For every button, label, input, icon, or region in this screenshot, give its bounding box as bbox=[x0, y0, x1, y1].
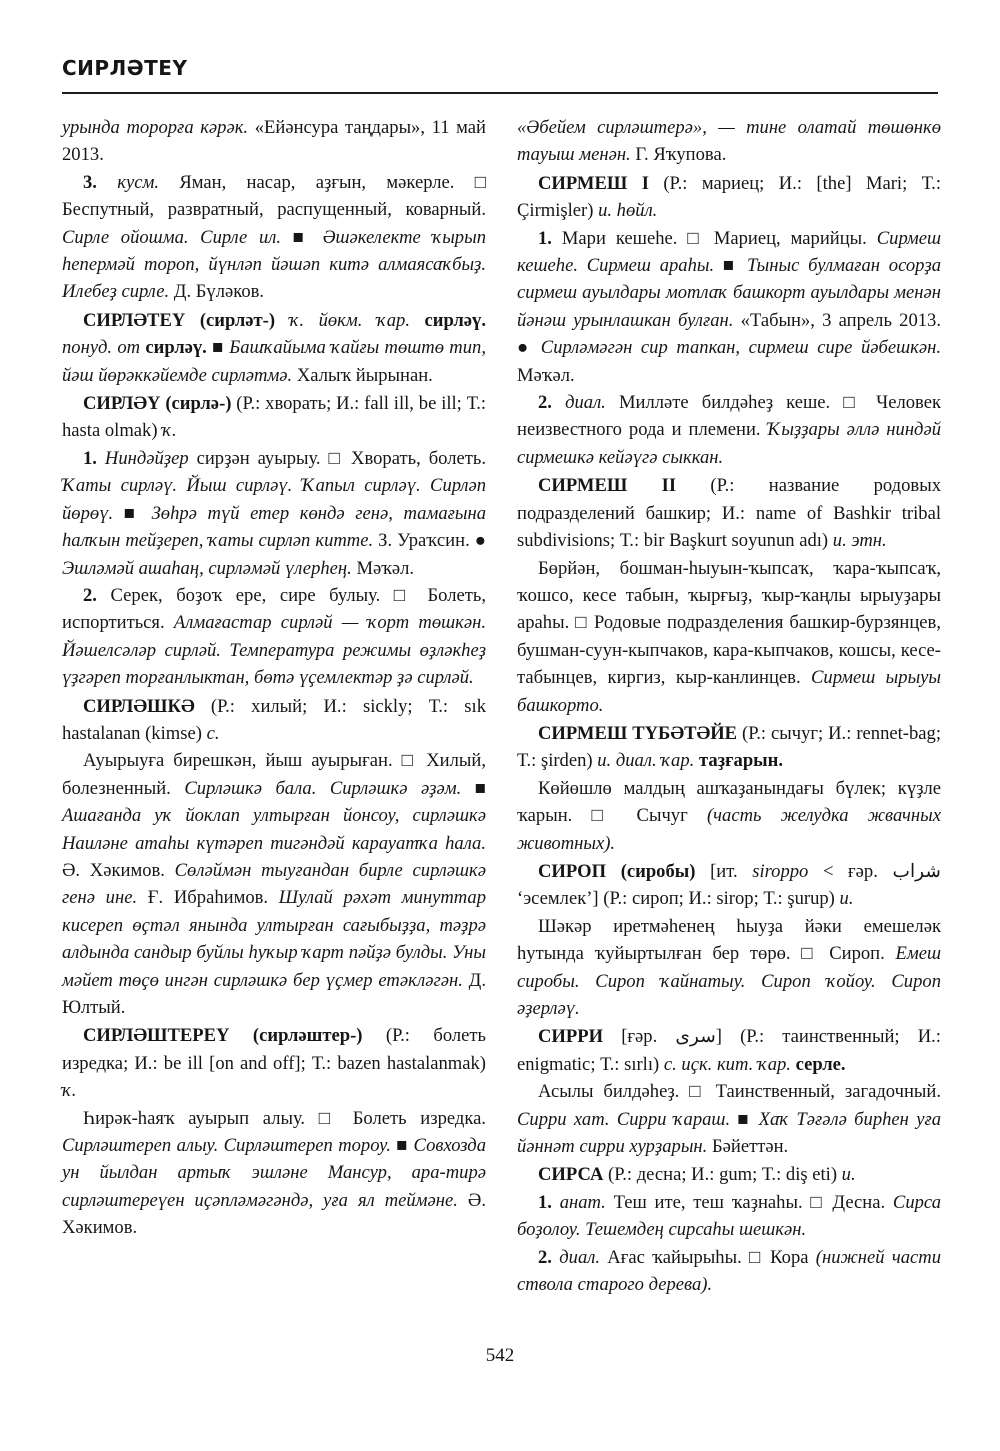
page-number: 542 bbox=[485, 1345, 515, 1366]
left-column bbox=[62, 114, 486, 1242]
entry-paragraph: Көйөшлө малдың ашҡаҙанындағы бүлек; күҙле ҡарын. □ Сычуг (часть желудка жвачных животных). bbox=[517, 777, 941, 854]
right-column bbox=[517, 114, 941, 1298]
entry-paragraph: «Әбейем сирләштерә», — тине олатай төшөнкө тауыш менән. Г. Яҡупова. bbox=[517, 117, 941, 166]
dictionary-entry: СИРЛӘШТЕРЕҮ (сирләштер-) (Р.: болеть изредка; И.: be ill [on and off]; Т.: bazen hastalanmak) ҡ. bbox=[62, 1025, 487, 1102]
entry-paragraph: 2. Серек, боҙоҡ ере, сире булыу. □ Болеть, испортиться. Алмағастар сирләй — ҡорт төшкән. Йәшелсәләр сирләй. Температура режимы өҙләкһеҙ үҙгәреп торғанлыктан, бөтә үҫемлектәр ҙә сирләй. bbox=[62, 584, 486, 689]
entry-paragraph: Һирәк-һаяҡ ауырып алыу. □ Болеть изредка. Сирләштереп алыу. Сирләштереп тороу. ■ Совхозда ун йылдан артыҡ эшләне Мансур, ара-тирә сирләштереүен иҫәпләмәгәндә, уға ял теймәне. Ә. Хәкимов. bbox=[62, 1107, 486, 1239]
entry-paragraph: Ауырыуға бирешкән, йыш ауырыған. □ Хилый, болезненный. Сирләшкә бала. Сирләшкә әҙәм. ■ Ашағанда уҡ йоклап ултырған йонсоу, сирләшкә Наиләне атаһы күтәреп тигәндәй карауатҡа һала. Ә. Хәкимов. Сөләймән тыуғандан бирле сирләшкә генә ине. Ғ. Ибраһимов. Шулай рәхәт минуттар кисереп өҫтәл янында ултырған сағыбыҙҙа, тәҙрә алдында сандыр буйлы һуҡыр ҡарт пәйҙә булды. Уны мәйет төҫө ингән сирләшкә бер үҫмер етәкләгән. Д. Юлтый. bbox=[62, 750, 486, 1018]
entry-paragraph: 1. Мари кешеһе. □ Мариец, марийцы. Сирмеш кешеһе. Сирмеш араһы. ■ Тыныс булмаған осорҙа сирмеш ауылдары мотлаҡ башкорт ауылдары менән йәнәш урынлашкан булған. «Табын», 3 апрель 2013. ● Сирләмәгән сир тапкан, сирмеш сире йәбешкән. Мәҡәл. bbox=[517, 227, 941, 386]
running-head: СИРЛӘТЕҮ bbox=[62, 56, 188, 80]
dictionary-entry: СИРЛӘШКӘ (Р.: хилый; И.: sickly; Т.: sık hastalanan (kimse) с. bbox=[62, 695, 486, 744]
dictionary-entry: СИРМЕШ II (Р.: название родовых подразделений башкир; И.: name of Bashkir tribal subdivisions; Т.: bir Başkurt soyunun adı) и. этн. bbox=[517, 475, 941, 552]
dictionary-entry: СИРМЕШ I (Р.: мариец; И.: [the] Mari; Т.: Çirmişler) и. һөйл. bbox=[517, 172, 941, 222]
entry-paragraph: Шәкәр иретмәһенең һыуҙа йәки емешеләк һутында ҡуйыртылған бер төрө. □ Сироп. Емеш сиробы. Сироп ҡайнатыу. Сироп ҡойоу. Сироп әҙерләү. bbox=[517, 915, 941, 1019]
dictionary-entry: СИРМЕШ ТҮБӘТӘЙЕ (Р.: сычуг; И.: rennet-bag; Т.: şirden) и. диал. ҡар. таҙғарын. bbox=[517, 722, 941, 772]
dictionary-entry: СИРРИ [ғәр. سرى] (Р.: таинственный; И.: enigmatic; Т.: sırlı) с. иҫк. кит. ҡар. серле. bbox=[517, 1026, 941, 1075]
entry-paragraph: 2. диал. Ағас ҡайырыһы. □ Кора (нижней части ствола старого дерева). bbox=[517, 1246, 942, 1296]
dictionary-entry: СИРЛӘТЕҮ (сирләт-) ҡ. йөкм. ҡар. сирләү. понуд. от сирләү. ■ Башҡайыма ҡайғы төштө тип, йәш йөрәккәйемде сирләтмә. Халыҡ йырынан. bbox=[62, 309, 486, 386]
entry-paragraph: 1. Ниндәйҙер сирҙән ауырыу. □ Хворать, болеть. Ҡаты сирләү. Йыш сирләү. Ҡапыл сирләү. Сирләп йөрөү. ■ Зөһрә түй етер көндә генә, тамағына һалҡын тейҙереп, ҡаты сирләп китте. З. Ураҡсин. ● Эшләмәй ашаһаң, сирләмәй үлерһең. Мәҡәл. bbox=[62, 447, 487, 579]
entry-paragraph: урында торорға кәрәк. «Ейәнсура таңдары», 11 май 2013. bbox=[62, 117, 486, 166]
dictionary-entry: СИРСА (Р.: десна; И.: gum; Т.: diş eti) и. bbox=[538, 1164, 856, 1186]
entry-paragraph: 2. диал. Милләте билдәһеҙ кеше. □ Человек неизвестного рода и племени. Ҡыҙҙары әллә ниндәй сирмешкә кейәүгә сыккан. bbox=[517, 392, 941, 468]
entry-paragraph: 1. анат. Теш ите, теш ҡаҙнаһы. □ Десна. Сирса боҙолоу. Тешемдең сирсаһы шешкән. bbox=[517, 1191, 941, 1241]
header-rule bbox=[62, 92, 938, 94]
dictionary-entry: СИРОП (сиробы) [ит. siroppo < ғәр. شراب ‘эсемлек’] (Р.: сироп; И.: sirop; Т.: şurup) и. bbox=[517, 860, 941, 910]
entry-paragraph: Бөрйән, бошман-һыуын-ҡыпсаҡ, ҡара-ҡыпсаҡ, ҡошсо, кесе табын, ҡырғыҙ, ҡыр-ҡаңлы ырыуҙары араһы. □ Родовые подразделения башкир-бурзянцев, бушман-суун-кыпчаков, кара-кыпчаков, кошсы, кесе-табынцев, киргиз, кыр-канлинцев. Сирмеш ырыуы башкорто. bbox=[517, 557, 942, 716]
entry-paragraph: Асылы билдәһеҙ. □ Таинственный, загадочный. Сирри хат. Сирри ҡараш. ■ Хаҡ Тәғәлә бирһен уға йәннәт сирри хурҙарын. Бәйеттән. bbox=[517, 1081, 941, 1158]
entry-paragraph: 3. кусм. Яман, насар, аҙғын, мәкерле. □ Беспутный, развратный, распущенный, коварный. Сирле ойошма. Сирле ил. ■ Әшәкелекте ҡырып һепермәй тороп, йүнләп йәшәп китә алмаясаҡбыҙ. Илебеҙ сирле. Д. Бүләков. bbox=[62, 171, 486, 303]
dictionary-entry: СИРЛӘҮ (сирлә-) (Р.: хворать; И.: fall ill, be ill; Т.: hasta olmak) ҡ. bbox=[62, 393, 487, 442]
